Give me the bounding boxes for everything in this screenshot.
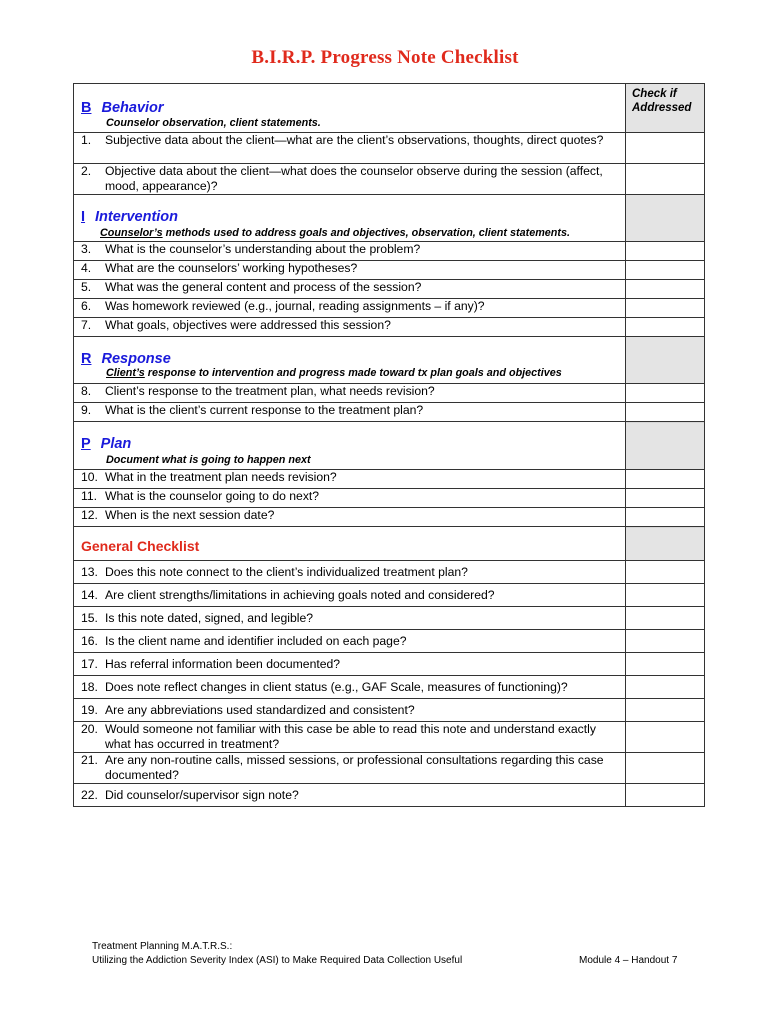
section-plan-title: P Plan	[81, 436, 132, 452]
checklist-table	[73, 83, 705, 807]
section-response-header	[74, 337, 705, 384]
checklist-row	[74, 242, 705, 261]
section-intervention-title: I Intervention	[81, 209, 179, 225]
checklist-item: 7. What goals, objectives were addressed this session?	[81, 318, 391, 332]
checklist-item: 16. Is the client name and identifier included on each page?	[81, 633, 407, 648]
checklist-row	[74, 653, 705, 676]
section-general-header	[74, 527, 705, 561]
checklist-item: 13. Does this note connect to the client’s individualized treatment plan?	[81, 564, 468, 579]
check-header: Check if Addressed	[632, 88, 692, 114]
check-cell[interactable]	[626, 584, 705, 607]
checklist-item: 20. Would someone not familiar with this case be able to read this note and understand exactly what has occurred in treatment?	[81, 722, 596, 751]
checklist-item: 18. Does note reflect changes in client status (e.g., GAF Scale, measures of functioning)?	[81, 679, 568, 694]
check-cell[interactable]	[626, 561, 705, 584]
checklist-item: 14. Are client strengths/limitations in achieving goals noted and considered?	[81, 587, 495, 602]
checklist-item: 21. Are any non-routine calls, missed sessions, or professional consultations regarding this case documented?	[81, 753, 604, 782]
check-cell[interactable]	[626, 653, 705, 676]
footer-left: Treatment Planning M.A.T.R.S.: Utilizing the Addiction Severity Index (ASI) to Make Required Data Collection Useful	[92, 941, 463, 966]
checklist-row	[74, 318, 705, 337]
check-cell[interactable]	[626, 508, 705, 527]
checklist-item: 10. What in the treatment plan needs revision?	[81, 470, 337, 484]
check-header-cell	[626, 84, 705, 133]
section-behavior-title: B Behavior	[81, 100, 164, 116]
checklist-item: 22. Did counselor/supervisor sign note?	[81, 787, 299, 802]
checklist-row	[74, 470, 705, 489]
check-cell[interactable]	[626, 699, 705, 722]
checklist-row	[74, 133, 705, 164]
footer-right: Module 4 – Handout 7	[579, 955, 678, 966]
checklist-item: 17. Has referral information been documented?	[81, 656, 341, 671]
checklist-item: 4. What are the counselors’ working hypotheses?	[81, 261, 358, 275]
section-plan-header	[74, 422, 705, 470]
section-behavior-title-cell	[74, 84, 626, 133]
checklist-row	[74, 561, 705, 584]
checklist-row	[74, 261, 705, 280]
check-cell[interactable]	[626, 722, 705, 753]
section-intervention-header	[74, 195, 705, 242]
checklist-row	[74, 280, 705, 299]
section-response-subtitle: Client’s response to intervention and progress made toward tx plan goals and objectives	[106, 367, 562, 379]
checklist-row	[74, 403, 705, 422]
check-cell[interactable]	[626, 630, 705, 653]
check-cell[interactable]	[626, 299, 705, 318]
section-response-title: R Response	[81, 351, 171, 367]
checklist-row	[74, 630, 705, 653]
check-cell[interactable]	[626, 384, 705, 403]
check-cell[interactable]	[626, 133, 705, 164]
check-cell[interactable]	[626, 676, 705, 699]
checklist-item: 11. What is the counselor going to do next?	[81, 489, 320, 503]
checklist-row	[74, 699, 705, 722]
section-intervention-subtitle: Counselor’s methods used to address goals and objectives, observation, client statements.	[100, 227, 571, 239]
checklist-row	[74, 384, 705, 403]
checklist-item: 2. Objective data about the client—what does the counselor observe during the session (affect, mood, appearance)?	[81, 164, 603, 193]
checklist-item: 3. What is the counselor’s understanding about the problem?	[81, 242, 421, 256]
check-cell[interactable]	[626, 318, 705, 337]
checklist-row	[74, 607, 705, 630]
checklist-item: 19. Are any abbreviations used standardized and consistent?	[81, 702, 415, 717]
checklist-item: 8. Client’s response to the treatment plan, what needs revision?	[81, 384, 435, 398]
check-cell[interactable]	[626, 489, 705, 508]
checklist-item: 5. What was the general content and process of the session?	[81, 280, 422, 294]
checklist-item: 12. When is the next session date?	[81, 508, 275, 522]
checklist-row	[74, 676, 705, 699]
check-cell[interactable]	[626, 164, 705, 195]
check-cell[interactable]	[626, 784, 705, 807]
section-behavior-header	[74, 84, 705, 133]
check-cell[interactable]	[626, 753, 705, 784]
checklist-item: 15. Is this note dated, signed, and legible?	[81, 610, 314, 625]
checklist-item: 9. What is the client’s current response to the treatment plan?	[81, 403, 424, 417]
general-checklist-title: General Checklist	[81, 538, 200, 554]
checklist-row	[74, 753, 705, 784]
page-title: B.I.R.P. Progress Note Checklist	[251, 47, 519, 68]
check-cell[interactable]	[626, 280, 705, 299]
section-behavior-subtitle: Counselor observation, client statements.	[106, 117, 321, 129]
checklist-row	[74, 299, 705, 318]
check-cell[interactable]	[626, 403, 705, 422]
checklist-row	[74, 784, 705, 807]
check-cell[interactable]	[626, 607, 705, 630]
checklist-row	[74, 164, 705, 195]
checklist-item: 6. Was homework reviewed (e.g., journal, reading assignments – if any)?	[81, 299, 485, 313]
check-cell[interactable]	[626, 242, 705, 261]
check-cell[interactable]	[626, 261, 705, 280]
checklist-row	[74, 489, 705, 508]
check-cell[interactable]	[626, 470, 705, 489]
checklist-item: 1. Subjective data about the client—what are the client’s observations, thoughts, direct quotes?	[81, 133, 604, 147]
section-plan-subtitle: Document what is going to happen next	[106, 454, 311, 466]
checklist-row	[74, 508, 705, 527]
checklist-row	[74, 584, 705, 607]
checklist-row	[74, 722, 705, 753]
